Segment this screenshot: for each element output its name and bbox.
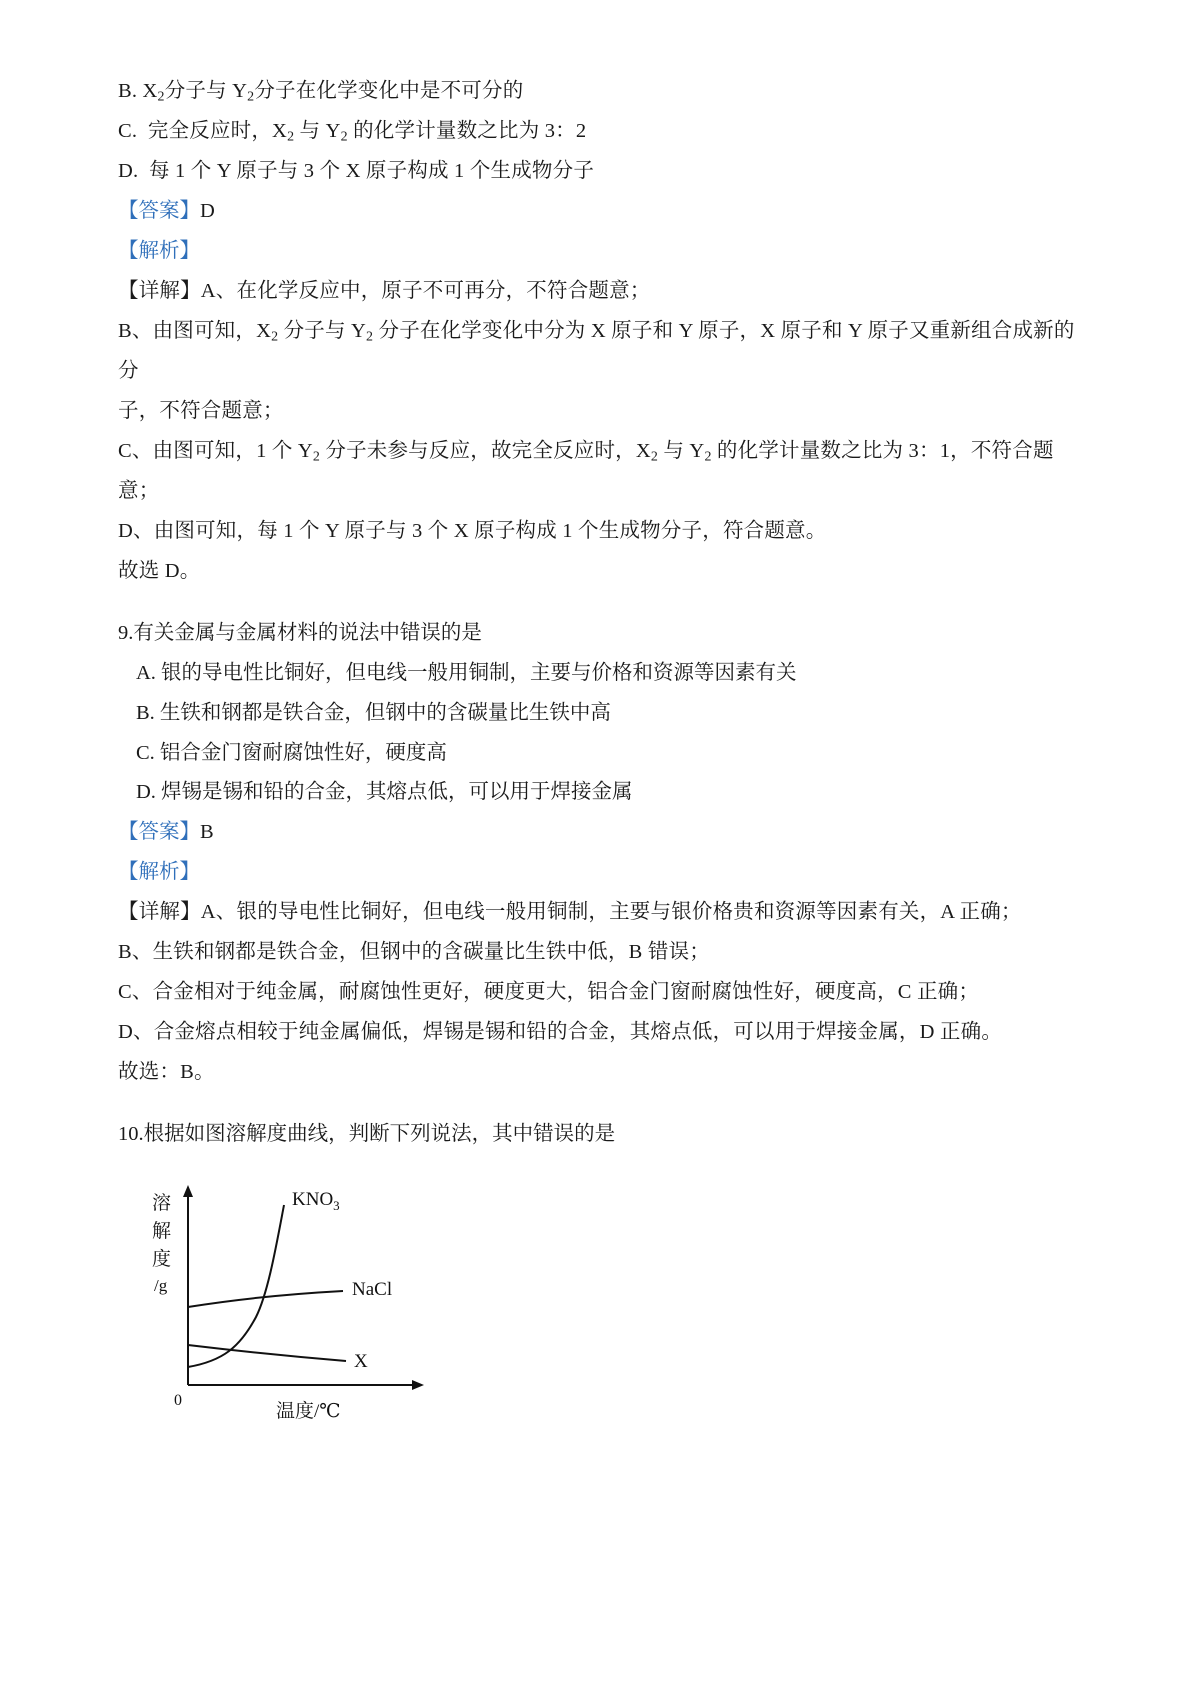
option-c-8: C. 完全反应时，$X_2$ 与 $Y_2$ 的化学计量数之比为 3：2 bbox=[118, 119, 587, 145]
detail-line-8-2: B、由图可知，$X_2$ 分子与 $Y_2$ 分子在化学变化中分为 X 原子和 Y 原子，X 原子和 Y 原子又重新组合成新的分 bbox=[118, 319, 1075, 382]
series-x-curve bbox=[188, 1345, 346, 1361]
detail-line-9-4: D、合金熔点相较于纯金属偏低，焊锡是锡和铅的合金，其熔点低，可以用于焊接金属，D 正确。 bbox=[118, 1021, 1003, 1044]
series-kno3-curve bbox=[188, 1205, 284, 1367]
answer-label: 【答案】 bbox=[118, 821, 200, 844]
y-axis-label-char-3: 度 bbox=[152, 1249, 172, 1271]
question-9-option-b: B. 生铁和钢都是铁合金，但钢中的含碳量比生铁中高 bbox=[136, 701, 611, 724]
series-label-kno3: $KNO_3$ bbox=[292, 1189, 340, 1214]
solubility-chart-svg bbox=[128, 1177, 528, 1432]
detail-line-9-1: 【详解】A、银的导电性比铜好，但电线一般用铜制，主要与银价格贵和资源等因素有关，A 正确； bbox=[118, 901, 1022, 924]
series-label-nacl: NaCl bbox=[352, 1279, 393, 1301]
y-axis-label-char-1: 溶 bbox=[152, 1193, 172, 1215]
y-axis-arrow bbox=[183, 1185, 193, 1197]
analysis-tag-9 bbox=[118, 853, 1082, 893]
analysis-tag-8 bbox=[118, 232, 1082, 272]
y-axis-label-char-2: 解 bbox=[152, 1221, 172, 1243]
question-9-title: 9.有关金属与金属材料的说法中错误的是 bbox=[118, 621, 482, 644]
answer-tag-8 bbox=[118, 192, 1082, 232]
x-axis-arrow bbox=[412, 1380, 424, 1390]
detail-line-8-2b: 子，不符合题意； bbox=[118, 399, 284, 422]
solubility-curve-figure bbox=[128, 1177, 548, 1432]
origin-label: 0 bbox=[174, 1392, 182, 1410]
answer-value: D bbox=[200, 199, 215, 222]
analysis-label: 【解析】 bbox=[118, 239, 200, 262]
detail-line-8-5: 故选 D。 bbox=[118, 559, 201, 582]
answer-value: B bbox=[200, 821, 214, 844]
detail-line-8-1: 【详解】A、在化学反应中，原子不可再分，不符合题意； bbox=[118, 279, 651, 302]
detail-line-8-3: C、由图可知，1 个 $Y_2$ 分子未参与反应，故完全反应时，$X_2$ 与 $Y_2$ 的化学计量数之比为 3：1，不符合题意； bbox=[118, 439, 1054, 502]
question-9-option-c: C. 铝合金门窗耐腐蚀性好，硬度高 bbox=[136, 741, 447, 764]
detail-line-8-4: D、由图可知，每 1 个 Y 原子与 3 个 X 原子构成 1 个生成物分子，符合题意。 bbox=[118, 519, 827, 542]
option-d-8: D. 每 1 个 Y 原子与 3 个 X 原子构成 1 个生成物分子 bbox=[118, 159, 595, 182]
series-label-x: X bbox=[354, 1351, 368, 1373]
question-9-option-a: A. 银的导电性比铜好，但电线一般用铜制，主要与价格和资源等因素有关 bbox=[136, 661, 797, 684]
question-10-title: 10.根据如图溶解度曲线，判断下列说法，其中错误的是 bbox=[118, 1123, 616, 1146]
x-axis-label: 温度/℃ bbox=[276, 1401, 341, 1423]
option-b-8: B. $X_2$分子与 $Y_2$分子在化学变化中是不可分的 bbox=[118, 80, 524, 105]
detail-line-9-2: B、生铁和钢都是铁合金，但钢中的含碳量比生铁中低，B 错误； bbox=[118, 941, 710, 964]
analysis-label: 【解析】 bbox=[118, 861, 200, 884]
answer-tag-9 bbox=[118, 813, 1082, 853]
detail-line-9-5: 故选：B。 bbox=[118, 1061, 215, 1084]
y-axis-label-unit: /g bbox=[154, 1276, 168, 1296]
question-9-option-d: D. 焊锡是锡和铅的合金，其熔点低，可以用于焊接金属 bbox=[136, 781, 633, 804]
detail-line-9-3: C、合金相对于纯金属，耐腐蚀性更好，硬度更大，铝合金门窗耐腐蚀性好，硬度高，C 正确； bbox=[118, 981, 980, 1004]
answer-label: 【答案】 bbox=[118, 199, 200, 222]
